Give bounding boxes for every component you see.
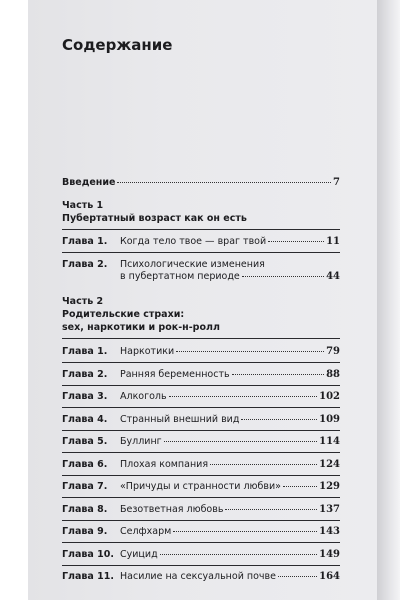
toc-entry-title: Введение [62, 177, 116, 188]
entry-divider [62, 520, 340, 521]
entry-divider [62, 475, 340, 476]
chapter-page: 143 [319, 526, 340, 537]
dot-leader [164, 441, 317, 442]
chapter-title: Странный внешний вид [120, 413, 240, 425]
toc-entry[interactable] [62, 526, 340, 538]
dot-leader [160, 554, 317, 555]
chapter-label: Глава 1. [62, 236, 108, 247]
chapter-title: Насилие на сексуальной почве [120, 571, 276, 582]
chapter-page: 124 [319, 458, 340, 470]
chapter-label: Глава 1. [62, 346, 108, 357]
chapter-title: Буллинг [120, 436, 162, 447]
page-title: Содержание [62, 36, 173, 54]
toc-entry[interactable] [62, 459, 340, 471]
dot-leader [268, 241, 324, 242]
chapter-page: 149 [319, 548, 340, 560]
chapter-title: Суицид [120, 548, 158, 560]
dot-leader [283, 486, 317, 487]
entry-divider [62, 497, 340, 498]
chapter-label: Глава 5. [62, 436, 108, 447]
part-label: Часть 2 [62, 296, 104, 307]
dot-leader [225, 509, 317, 510]
chapter-label: Глава 11. [62, 571, 114, 582]
chapter-page: 88 [326, 368, 340, 380]
chapter-page: 129 [319, 481, 340, 492]
dot-leader [117, 182, 331, 183]
part-divider [62, 338, 340, 339]
toc-entry[interactable] [62, 436, 340, 448]
dot-leader [210, 464, 317, 465]
toc-entry[interactable] [62, 414, 340, 426]
toc-entry[interactable] [62, 259, 340, 271]
toc-entry[interactable] [62, 369, 340, 381]
chapter-title: Когда тело твое — враг твой [120, 236, 267, 247]
toc-entry[interactable] [62, 504, 340, 516]
chapter-label: Глава 2. [62, 259, 108, 270]
chapter-label: Глава 3. [62, 391, 108, 402]
chapter-label: Глава 7. [62, 481, 108, 492]
chapter-title-line1: Психологические изменения [120, 259, 265, 270]
toc-entry[interactable] [62, 391, 340, 403]
chapter-page: 109 [319, 413, 340, 425]
chapter-label: Глава 4. [62, 413, 108, 425]
dot-leader [242, 276, 324, 277]
part-title: Пубертатный возраст как он есть [62, 213, 247, 224]
toc-entry[interactable] [62, 481, 340, 493]
entry-divider [62, 430, 340, 431]
chapter-page: 79 [326, 346, 340, 357]
part-divider [62, 229, 340, 230]
chapter-title-line2: в пубертатном периоде [120, 271, 240, 282]
toc-entry-cont[interactable] [62, 271, 340, 283]
dot-leader [173, 531, 317, 532]
chapter-label: Глава 2. [62, 368, 108, 380]
chapter-title: Наркотики [120, 346, 175, 357]
entry-divider [62, 362, 340, 363]
chapter-label: Глава 9. [62, 526, 108, 537]
part-title-line1: Родительские страхи: [62, 309, 185, 320]
toc-entry[interactable] [62, 236, 340, 248]
chapter-title: Селфхарм [120, 526, 172, 537]
dot-leader [176, 351, 324, 352]
toc-entry[interactable] [62, 571, 340, 583]
book-spine [377, 0, 400, 600]
chapter-page: 137 [319, 503, 340, 515]
chapter-page: 44 [326, 271, 340, 282]
part-title-line2: sex, наркотики и рок-н-ролл [62, 322, 220, 333]
toc-entry-page: 7 [333, 177, 340, 188]
entry-divider [62, 565, 340, 566]
chapter-title: Алкоголь [120, 391, 167, 402]
dot-leader [169, 396, 318, 397]
part-label: Часть 1 [62, 200, 104, 211]
chapter-label: Глава 6. [62, 458, 108, 470]
entry-divider [62, 252, 340, 253]
chapter-title: Безответная любовь [120, 503, 224, 515]
toc-entry-intro[interactable] [62, 177, 340, 189]
chapter-title: Ранняя беременность [120, 368, 230, 380]
entry-divider [62, 385, 340, 386]
dot-leader [278, 576, 317, 577]
chapter-page: 114 [319, 436, 340, 447]
chapter-label: Глава 10. [62, 548, 114, 560]
chapter-page: 11 [326, 236, 340, 247]
entry-divider [62, 407, 340, 408]
chapter-label: Глава 8. [62, 503, 108, 515]
chapter-title: «Причуды и странности любви» [120, 481, 281, 492]
dot-leader [241, 419, 317, 420]
dot-leader [232, 374, 324, 375]
toc-entry[interactable] [62, 549, 340, 561]
toc-entry[interactable] [62, 346, 340, 358]
entry-divider [62, 452, 340, 453]
entry-divider [62, 542, 340, 543]
chapter-page: 164 [319, 571, 340, 582]
chapter-title: Плохая компания [120, 458, 209, 470]
chapter-page: 102 [319, 391, 340, 402]
